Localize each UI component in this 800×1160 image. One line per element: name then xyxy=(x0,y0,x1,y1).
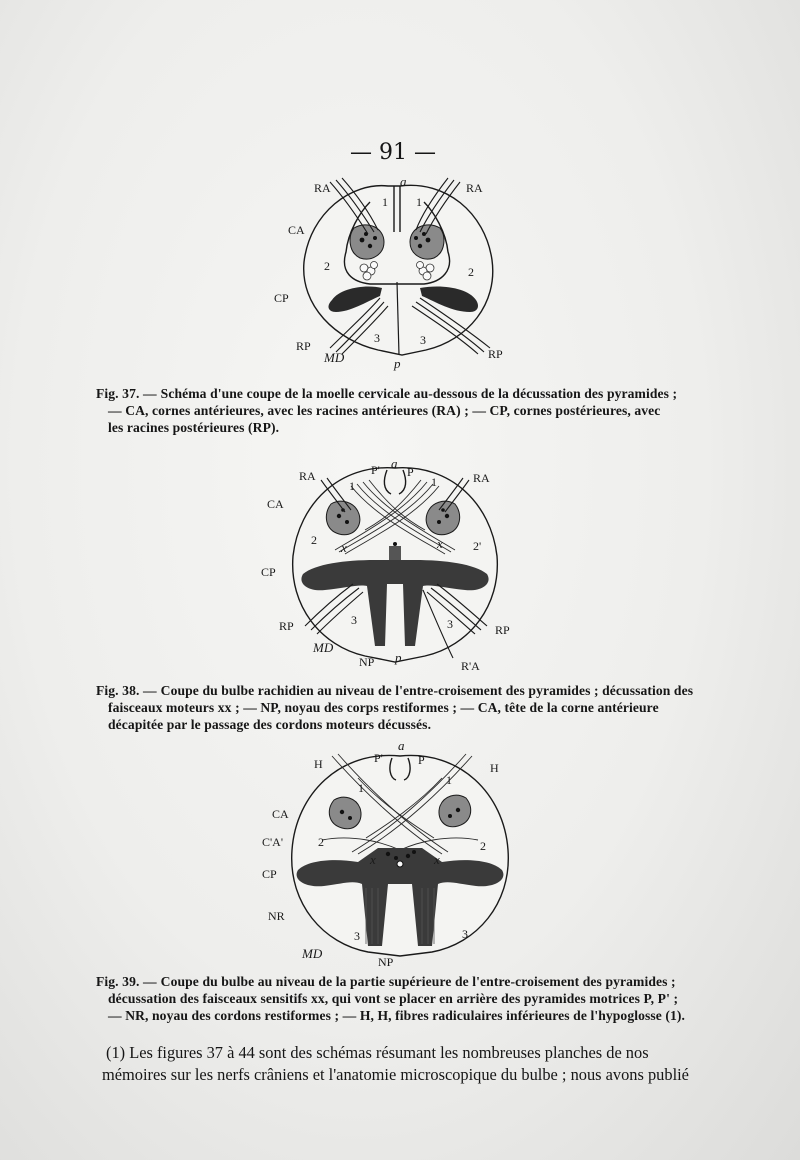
label-ra-prime: R'A xyxy=(461,659,480,673)
footnote-line-2: mémoires sur les nerfs crâniens et l'anatomie microscopique du bulbe ; nous avons publié xyxy=(102,1065,689,1084)
figure-37-caption-line-3: les racines postérieures (RP). xyxy=(108,420,280,435)
label-3-left: 3 xyxy=(374,331,380,345)
label-ca: CA xyxy=(272,807,289,821)
page-number: — 91 — xyxy=(350,140,436,165)
label-2-left: 2 xyxy=(324,259,330,273)
label-1-left: 1 xyxy=(382,195,388,209)
label-3-right: 3 xyxy=(462,927,468,941)
figure-38-label: Fig. 38. — xyxy=(96,683,157,698)
figure-37-label: Fig. 37. — xyxy=(96,386,157,401)
label-2-right: 2 xyxy=(468,265,474,279)
label-md: MD xyxy=(324,350,345,365)
label-nr: NR xyxy=(268,909,285,923)
label-p: P xyxy=(418,753,425,767)
label-ca: CA xyxy=(267,497,284,511)
label-x-left: x xyxy=(341,540,347,555)
label-h-right: H xyxy=(490,761,499,775)
label-rp-right: RP xyxy=(495,623,510,637)
label-a: a xyxy=(398,738,405,753)
label-a: a xyxy=(400,174,407,189)
label-3-left: 3 xyxy=(354,929,360,943)
figure-37-caption-line-1: Schéma d'une coupe de la moelle cervicale au-dessous de la décussation des pyramides ; xyxy=(160,386,678,401)
label-cp: CP xyxy=(274,291,289,305)
label-a: a xyxy=(391,456,398,471)
label-p: P xyxy=(407,465,414,479)
label-h-left: H xyxy=(314,757,323,771)
figure-39-diagram xyxy=(262,738,532,970)
label-p-prime: P' xyxy=(374,751,383,765)
label-2-left: 2 xyxy=(311,533,317,547)
figure-39-label: Fig. 39. — xyxy=(96,974,157,989)
label-3-left: 3 xyxy=(351,613,357,627)
label-ca-prime: C'A' xyxy=(262,835,283,849)
label-ca: CA xyxy=(288,223,305,237)
figure-38-diagram xyxy=(255,456,535,678)
footnote xyxy=(102,1042,696,1086)
label-rp-right: RP xyxy=(488,347,503,361)
label-2-right: 2 xyxy=(480,839,486,853)
label-ra-left: RA xyxy=(314,181,331,195)
label-1-right: 1 xyxy=(431,475,437,489)
figure-37-caption xyxy=(96,385,696,436)
figure-39-caption xyxy=(96,973,696,1024)
label-p-low: p xyxy=(395,650,402,665)
figure-38-caption-line-2: faisceaux moteurs xx ; — NP, noyau des corps restiformes ; — CA, tête de la corne antérieure xyxy=(108,700,659,715)
label-x-left: x xyxy=(370,852,376,867)
label-1-left: 1 xyxy=(358,781,364,795)
label-ra-right: RA xyxy=(473,471,490,485)
label-1-right: 1 xyxy=(416,195,422,209)
label-rp-left: RP xyxy=(279,619,294,633)
footnote-line-1: (1) Les figures 37 à 44 sont des schémas résumant les nombreuses planches de nos xyxy=(106,1043,649,1062)
figure-38-caption-line-1: Coupe du bulbe rachidien au niveau de l'entre-croisement des pyramides ; décussation des xyxy=(160,683,694,698)
label-x-right: x xyxy=(434,852,440,867)
figure-37-diagram xyxy=(270,172,520,372)
label-3-right: 3 xyxy=(420,333,426,347)
label-cp: CP xyxy=(261,565,276,579)
label-1-right: 1 xyxy=(446,773,452,787)
figure-39-caption-line-3: — NR, noyau des cordons restiformes ; — H, H, fibres radiculaires inférieures de l'hypoglosse (1). xyxy=(108,1008,686,1023)
label-rp-left: RP xyxy=(296,339,311,353)
label-cp: CP xyxy=(262,867,277,881)
figure-39-caption-line-2: décussation des faisceaux sensitifs xx, qui vont se placer en arrière des pyramides motrices P, P' ; xyxy=(108,991,679,1006)
label-2-right: 2' xyxy=(473,539,482,553)
label-ra-right: RA xyxy=(466,181,483,195)
label-md: MD xyxy=(302,946,323,961)
figure-38-caption-line-3: décapitée par le passage des cordons moteurs décussés. xyxy=(108,717,432,732)
label-1-left: 1 xyxy=(349,479,355,493)
label-np: NP xyxy=(378,955,394,969)
figure-37-caption-line-2: — CA, cornes antérieures, avec les racines antérieures (RA) ; — CP, cornes postérieures, avec xyxy=(108,403,661,418)
label-x-right: x xyxy=(437,536,443,551)
label-ra-left: RA xyxy=(299,469,316,483)
label-2-left: 2 xyxy=(318,835,324,849)
figure-39-caption-line-1: Coupe du bulbe au niveau de la partie supérieure de l'entre-croisement des pyramides ; xyxy=(160,974,676,989)
label-p-prime: P' xyxy=(371,463,380,477)
label-p: p xyxy=(394,356,401,371)
label-3-right: 3 xyxy=(447,617,453,631)
label-np: NP xyxy=(359,655,375,669)
figure-38-caption xyxy=(96,682,696,733)
label-md: MD xyxy=(313,640,334,655)
